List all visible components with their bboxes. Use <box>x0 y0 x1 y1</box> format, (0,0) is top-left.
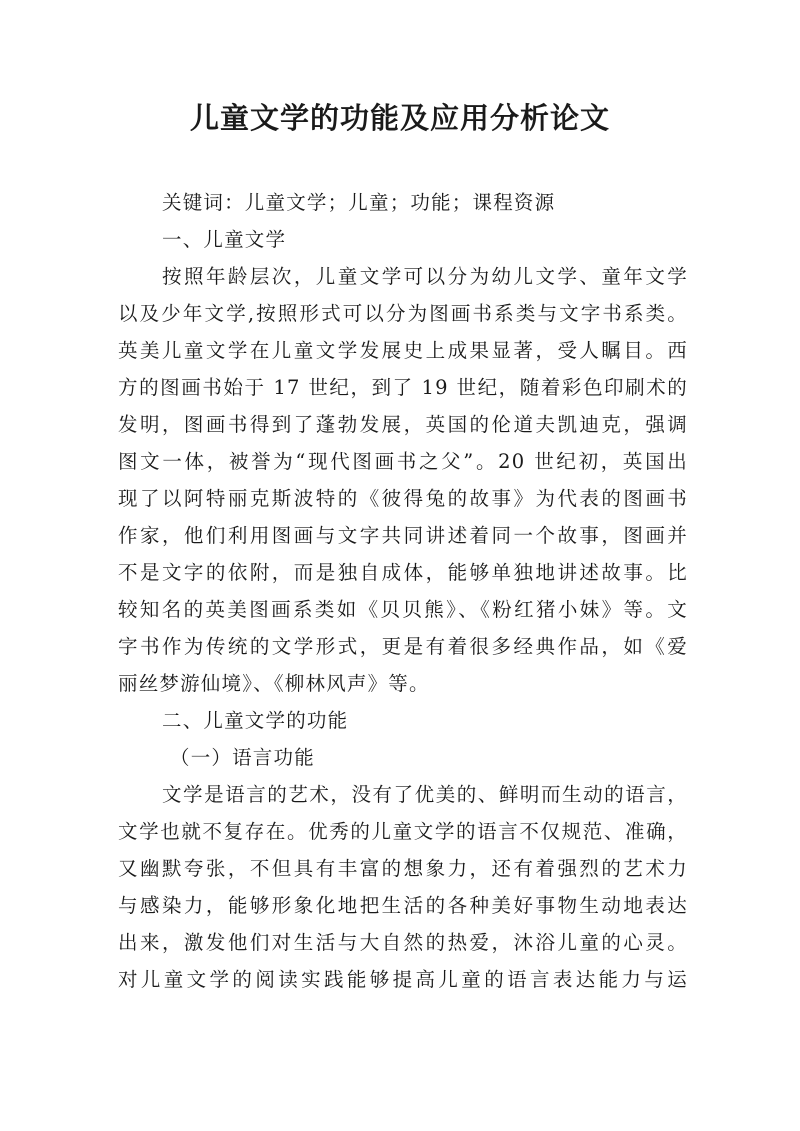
paragraph-2-line: 文学也就不复存在。优秀的儿童文学的语言不仅规范、准确， <box>118 820 688 843</box>
paragraph-1-line: 较知名的英美图画系类如《贝贝熊》、《粉红猪小妹》等。文 <box>118 598 688 621</box>
paragraph-1-line: 不是文字的依附，而是独自成体，能够单独地讲述故事。比 <box>118 561 688 584</box>
paragraph-2-line: 与感染力，能够形象化地把生活的各种美好事物生动地表达 <box>118 894 688 917</box>
paragraph-1-line: 字书作为传统的文学形式，更是有着很多经典作品，如《爱 <box>118 635 688 658</box>
document-body <box>118 184 688 998</box>
paragraph-2-line: 出来，激发他们对生活与大自然的热爱，沐浴儿童的心灵。 <box>118 931 688 954</box>
paragraph-2-line: 文学是语言的艺术，没有了优美的、鲜明而生动的语言， <box>162 783 688 806</box>
paragraph-1-line: 发明，图画书得到了蓬勃发展，英国的伦道夫凯迪克，强调 <box>118 413 688 436</box>
subsection-heading-1: （一）语言功能 <box>170 746 315 769</box>
paragraph-1-line: 现了以阿特丽克斯波特的《彼得兔的故事》为代表的图画书 <box>118 487 688 510</box>
document-title: 儿童文学的功能及应用分析论文 <box>189 101 610 135</box>
paragraph-1-line: 丽丝梦游仙境》、《柳林风声》等。 <box>118 672 430 695</box>
paragraph-1-line: 作家，他们利用图画与文字共同讲述着同一个故事，图画并 <box>118 524 688 547</box>
paragraph-1-line: 按照年龄层次，儿童文学可以分为幼儿文学、童年文学 <box>162 265 688 288</box>
section-heading-2: 二、儿童文学的功能 <box>162 709 349 732</box>
paragraph-1-line: 图文一体，被誉为“现代图画书之父”。20 世纪初，英国出 <box>118 450 688 473</box>
keywords-line: 关键词：儿童文学；儿童；功能；课程资源 <box>162 191 556 214</box>
paragraph-1-line: 英美儿童文学在儿童文学发展史上成果显著，受人瞩目。西 <box>118 339 688 362</box>
paragraph-1-line: 方的图画书始于 17 世纪，到了 19 世纪，随着彩色印刷术的 <box>118 376 688 399</box>
paragraph-2-line: 对儿童文学的阅读实践能够提高儿童的语言表达能力与运 <box>118 968 688 991</box>
paragraph-1-line: 以及少年文学,按照形式可以分为图画书系类与文字书系类。 <box>118 302 688 325</box>
paragraph-2-line: 又幽默夸张，不但具有丰富的想象力，还有着强烈的艺术力 <box>118 857 688 880</box>
section-heading-1: 一、儿童文学 <box>162 228 287 251</box>
